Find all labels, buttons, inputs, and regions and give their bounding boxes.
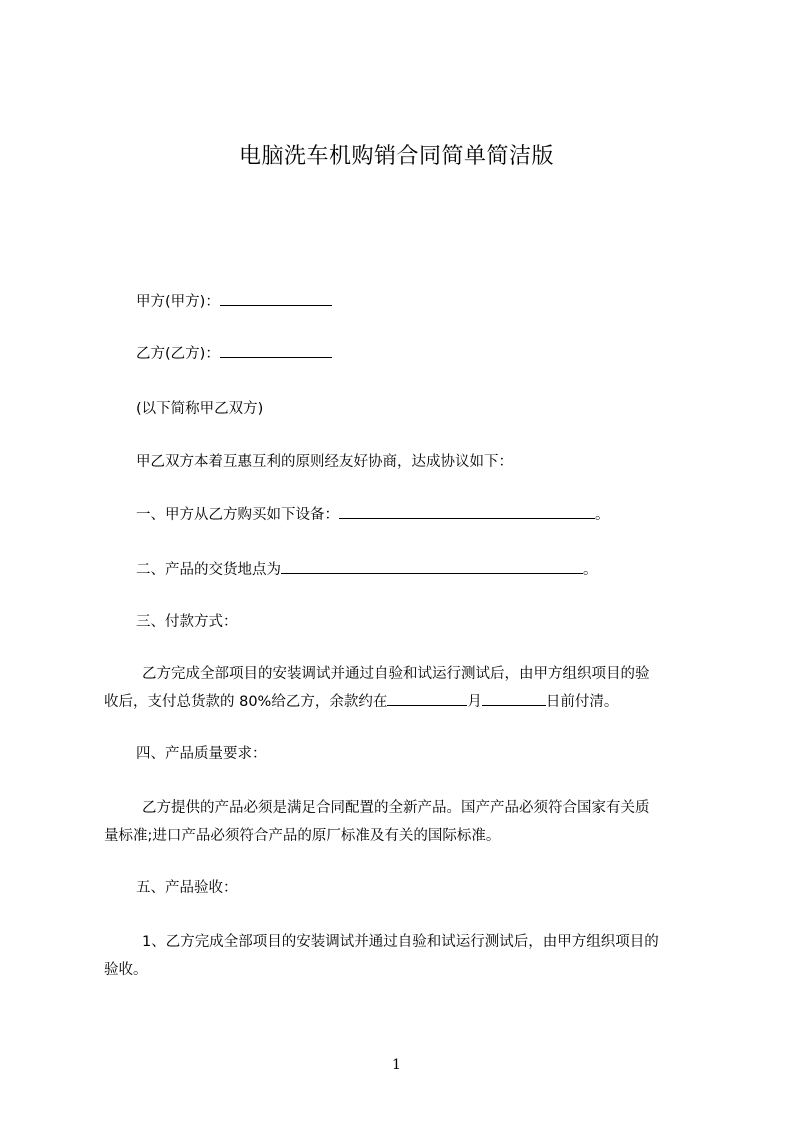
clause-4-paragraph-line-1: 乙方提供的产品必须是满足合同配置的全新产品。国产产品必须符合国家有关质 [142,800,650,816]
clause-4-paragraph-line-2: 量标准;进口产品必须符合产品的原厂标准及有关的国际标准。 [104,828,501,844]
party-b-label: 乙方(乙方)： [136,346,220,362]
clause-5-item-1-line-1: 1、乙方完成全部项目的安装调试并通过自验和试运行测试后，由甲方组织项目的 [142,934,659,950]
clause-2-text: 二、产品的交货地点为 [136,562,281,578]
clause-3-paragraph-line-2 [104,690,704,714]
clause-1-end: 。 [595,507,610,523]
clause-3-heading: 三、付款方式： [136,614,238,630]
clause-2-line [104,558,736,582]
party-b-blank[interactable] [220,343,332,358]
party-a-blank[interactable] [220,291,332,306]
document-title: 电脑洗车机购销合同简单简洁版 [238,144,554,169]
party-b-line [104,342,736,366]
intro-paragraph: 甲乙双方本着互惠互利的原则经友好协商，达成协议如下： [136,454,513,470]
clause-3-text-a: 收后，支付总货款的 80%给乙方，余款约在 [104,694,388,710]
clause-1-text: 一、甲方从乙方购买如下设备： [136,507,339,523]
clause-4-heading: 四、产品质量要求： [136,746,267,762]
clause-3-text-c: 日前付清。 [545,694,619,710]
page-number: 1 [392,1057,401,1073]
clause-5-item-1-line-2: 验收。 [104,962,148,978]
clause-2-blank[interactable] [281,559,583,574]
abbreviation-note: (以下简称甲乙双方) [136,401,264,417]
clause-1-line [104,503,736,527]
clause-3-text-b: 月 [467,694,482,710]
party-a-line [104,290,736,314]
clause-3-month-blank[interactable] [387,691,467,706]
clause-3-paragraph-line-1: 乙方完成全部项目的安装调试并通过自验和试运行测试后，由甲方组织项目的验 [142,666,650,682]
clause-2-end: 。 [583,562,598,578]
clause-5-heading: 五、产品验收： [136,880,238,896]
party-a-label: 甲方(甲方)： [136,294,220,310]
clause-1-blank[interactable] [339,504,595,519]
clause-3-day-blank[interactable] [482,691,546,706]
